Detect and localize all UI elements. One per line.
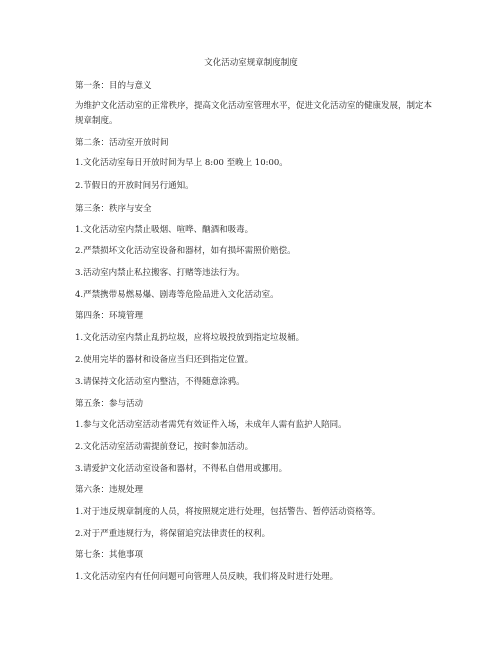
list-item: 1.文化活动室内禁止吸烟、喧哗、酗酒和吸毒。 (75, 225, 254, 235)
section-heading: 第四条：环境管理 (75, 311, 144, 321)
list-item: 1.文化活动室内禁止乱扔垃圾，应将垃圾投放到指定垃圾桶。 (75, 333, 305, 343)
list-item: 2.严禁损坏文化活动室设备和器材，如有损坏需照价赔偿。 (75, 246, 296, 256)
list-item: 1.文化活动室内有任何问题可向管理人员反映，我们将及时进行处理。 (75, 572, 339, 582)
list-item: 3.活动室内禁止私拉搬客、打赌等违法行为。 (75, 268, 245, 278)
list-item: 2.使用完毕的器材和设备应当归还到指定位置。 (75, 355, 254, 365)
section-paragraph: 为维护文化活动室的正常秩序，提高文化活动室管理水平，促进文化活动室的健康发展，制定本规章制度。 (75, 101, 433, 126)
section-heading: 第七条：其他事项 (75, 550, 144, 560)
section-heading: 第一条：目的与意义 (75, 81, 152, 91)
list-item: 2.节假日的开放时间另行通知。 (75, 181, 194, 191)
list-item: 4.严禁携带易燃易爆、剧毒等危险品进入文化活动室。 (75, 290, 279, 300)
list-item: 2.文化活动室活动需提前登记，按时参加活动。 (75, 442, 254, 452)
list-item: 1.参与文化活动室活动者需凭有效证件入场，未成年人需有监护人陪同。 (75, 420, 347, 430)
section-heading: 第三条：秩序与安全 (75, 204, 152, 214)
section-heading: 第六条：违规处理 (75, 485, 144, 495)
list-item: 1.对于违反规章制度的人员，将按照规定进行处理，包括警告、暂停活动资格等。 (75, 507, 381, 517)
section-heading: 第二条：活动室开放时间 (75, 138, 169, 148)
list-item: 3.请爱护文化活动室设备和器材，不得私自借用或挪用。 (75, 464, 288, 474)
list-item: 2.对于严重违规行为，将保留追究法律责任的权利。 (75, 529, 271, 539)
list-item: 3.请保持文化活动室内整洁，不得随意涂鸦。 (75, 377, 245, 387)
section-heading: 第五条：参与活动 (75, 399, 144, 409)
list-item: 1.文化活动室每日开放时间为早上 8:00 至晚上 10:00。 (75, 158, 288, 168)
document-title: 文化活动室规章制度制度 (204, 58, 298, 68)
